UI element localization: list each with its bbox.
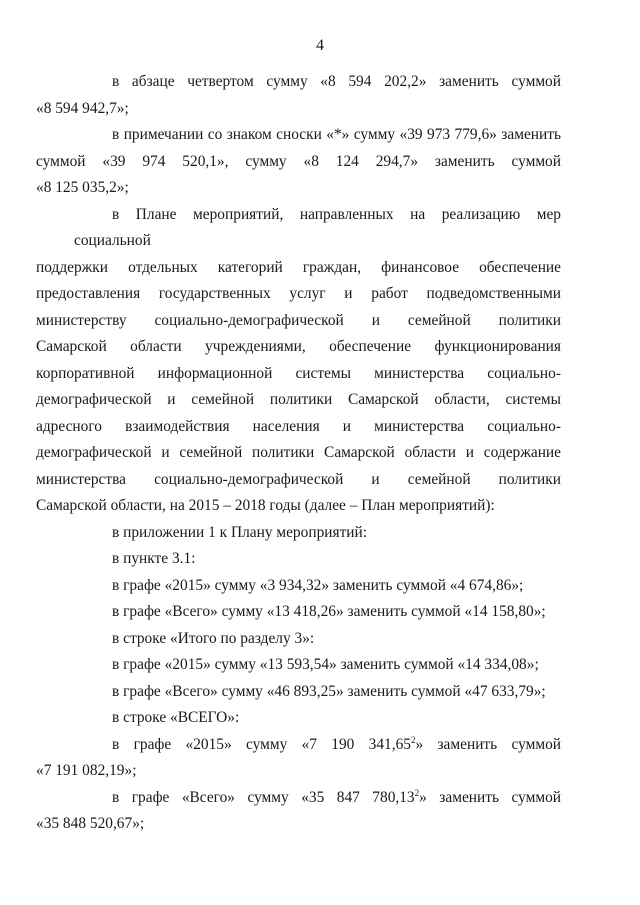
paragraph-abzac-chetvertyi bbox=[36, 69, 561, 122]
paragraph-grafa-2015: в графе «2015» сумму «3 934,32» заменить суммой «4 674,86»; bbox=[112, 576, 524, 594]
paragraph-line: адресного взаимодействия населения и министерства социально- bbox=[36, 417, 561, 435]
document-body bbox=[36, 69, 562, 838]
paragraph-line: министерства социально-демографической и семейной политики bbox=[36, 470, 561, 488]
paragraph-line: «8 594 942,7»; bbox=[36, 99, 129, 117]
paragraph-primechanie bbox=[36, 122, 561, 202]
paragraph-line: предоставления государственных услуг и работ подведомственными bbox=[36, 285, 561, 302]
paragraph-line: в абзаце четвертом сумму «8 594 202,2» заменить суммой bbox=[112, 73, 561, 90]
paragraph-line: Самарской области, на 2015 – 2018 годы (далее – План мероприятий): bbox=[36, 497, 495, 514]
paragraph-line: в примечании со знаком сноски «*» сумму «39 973 779,6» заменить bbox=[112, 126, 561, 143]
text-fragment: » заменить суммой bbox=[415, 735, 562, 753]
text-fragment: » заменить суммой bbox=[419, 788, 561, 806]
paragraph-grafa-vsego: в графе «Всего» сумму «13 418,26» заменить суммой «14 158,80»; bbox=[112, 603, 546, 620]
paragraph-punkt: в пункте 3.1: bbox=[112, 550, 196, 567]
text-fragment: в графе «2015» сумму «7 190 341,65 bbox=[112, 735, 411, 753]
paragraph-line: «35 848 520,67»; bbox=[36, 815, 145, 832]
paragraph-line: «7 191 082,19»; bbox=[36, 762, 137, 779]
paragraph-line: Самарской области учреждениями, обеспечение функционирования bbox=[36, 338, 561, 355]
footnote-superscript: 2 bbox=[410, 734, 416, 745]
paragraph-stroka-itogo: в строке «Итого по разделу 3»: bbox=[112, 629, 315, 647]
page-number: 4 bbox=[316, 37, 324, 54]
paragraph-plan-meropriyatiy bbox=[36, 202, 561, 520]
paragraph-line: в Плане мероприятий, направленных на реализацию мер социальной bbox=[74, 205, 561, 249]
paragraph-grafa-vsego-vsego bbox=[36, 785, 561, 838]
paragraph-line: демографической и семейной политики Самарской области и содержание bbox=[36, 444, 561, 461]
paragraph-prilozhenie: в приложении 1 к Плану мероприятий: bbox=[112, 523, 368, 541]
paragraph-line: поддержки отдельных категорий граждан, финансовое обеспечение bbox=[36, 258, 561, 276]
paragraph-grafa-2015-vsego bbox=[36, 732, 562, 785]
paragraph-line bbox=[74, 785, 561, 812]
footnote-superscript: 2 bbox=[414, 787, 420, 798]
paragraph-grafa-2015-itogo: в графе «2015» сумму «13 593,54» заменить суммой «14 334,08»; bbox=[112, 656, 539, 673]
paragraph-line: министерству социально-демографической и семейной политики bbox=[36, 311, 561, 329]
paragraph-line bbox=[74, 732, 561, 759]
paragraph-line: корпоративной информационной системы министерства социально- bbox=[36, 364, 561, 382]
paragraph-stroka-vsego: в строке «ВСЕГО»: bbox=[112, 709, 240, 726]
paragraph-line: «8 125 035,2»; bbox=[36, 179, 129, 196]
paragraph-grafa-vsego-itogo: в графе «Всего» сумму «46 893,25» заменить суммой «47 633,79»; bbox=[112, 682, 546, 700]
text-fragment: в графе «Всего» сумму «35 847 780,13 bbox=[112, 788, 415, 806]
paragraph-line: суммой «39 974 520,1», сумму «8 124 294,7» заменить суммой bbox=[36, 152, 561, 170]
paragraph-line: демографической и семейной политики Самарской области, системы bbox=[36, 391, 561, 408]
